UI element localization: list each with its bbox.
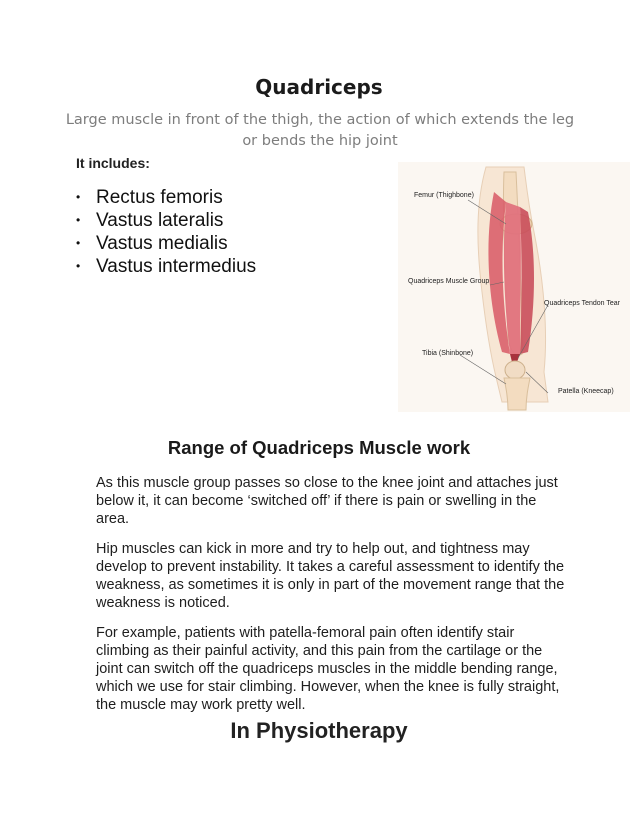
list-item [76,232,256,255]
page-title: Quadriceps [255,75,383,99]
list-item [76,209,256,232]
bullet-icon: • [76,213,81,227]
muscle-name: Vastus medialis [96,233,228,254]
tibia-bone [504,378,530,410]
section-heading: Range of Quadriceps Muscle work [167,437,471,458]
bullet-icon: • [76,236,81,250]
bullet-icon: • [76,259,81,273]
label-tibia: Tibia (Shinbone) [422,350,474,357]
paragraph-1: As this muscle group passes so close to the knee joint and attaches just below it, it can become ‘switched off’ if there is pain or swelling in the area. [96,475,558,527]
muscle-name: Rectus femoris [96,187,223,208]
list-item [76,186,256,209]
bullet-icon: • [76,190,81,204]
quadriceps-anatomy-figure [398,162,630,412]
list-item [76,255,256,278]
page-subtitle: Large muscle in front of the thigh, the action of which extends the leg or bends the hip joint [65,112,575,149]
muscle-name: Vastus intermedius [96,256,257,277]
paragraph-2: Hip muscles can kick in more and try to help out, and tightness may develop to prevent instability. It takes a careful assessment to identify the weakness, as sometimes it is only in part of the movement range that the weakness is noticed. [96,541,565,611]
label-muscle-group: Quadriceps Muscle Group [408,278,490,285]
label-femur: Femur (Thighbone) [414,192,474,199]
patella-bone [505,361,525,379]
muscle-list [76,186,256,278]
label-tendon-tear: Quadriceps Tendon Tear [544,300,621,307]
footer-heading: In Physiotherapy [230,718,408,743]
label-patella: Patella (Kneecap) [558,388,614,395]
paragraph-3: For example, patients with patella-femoral pain often identify stair climbing as their painful activity, and this pain from the cartilage or the joint can switch off the quadriceps muscles in the middle bending range, which we use for stair climbing. However, when the knee is fully straight, the muscle may work pretty well. [96,625,560,713]
includes-label: It includes: [76,155,150,171]
thigh-illustration [398,162,630,412]
muscle-name: Vastus lateralis [96,210,224,231]
